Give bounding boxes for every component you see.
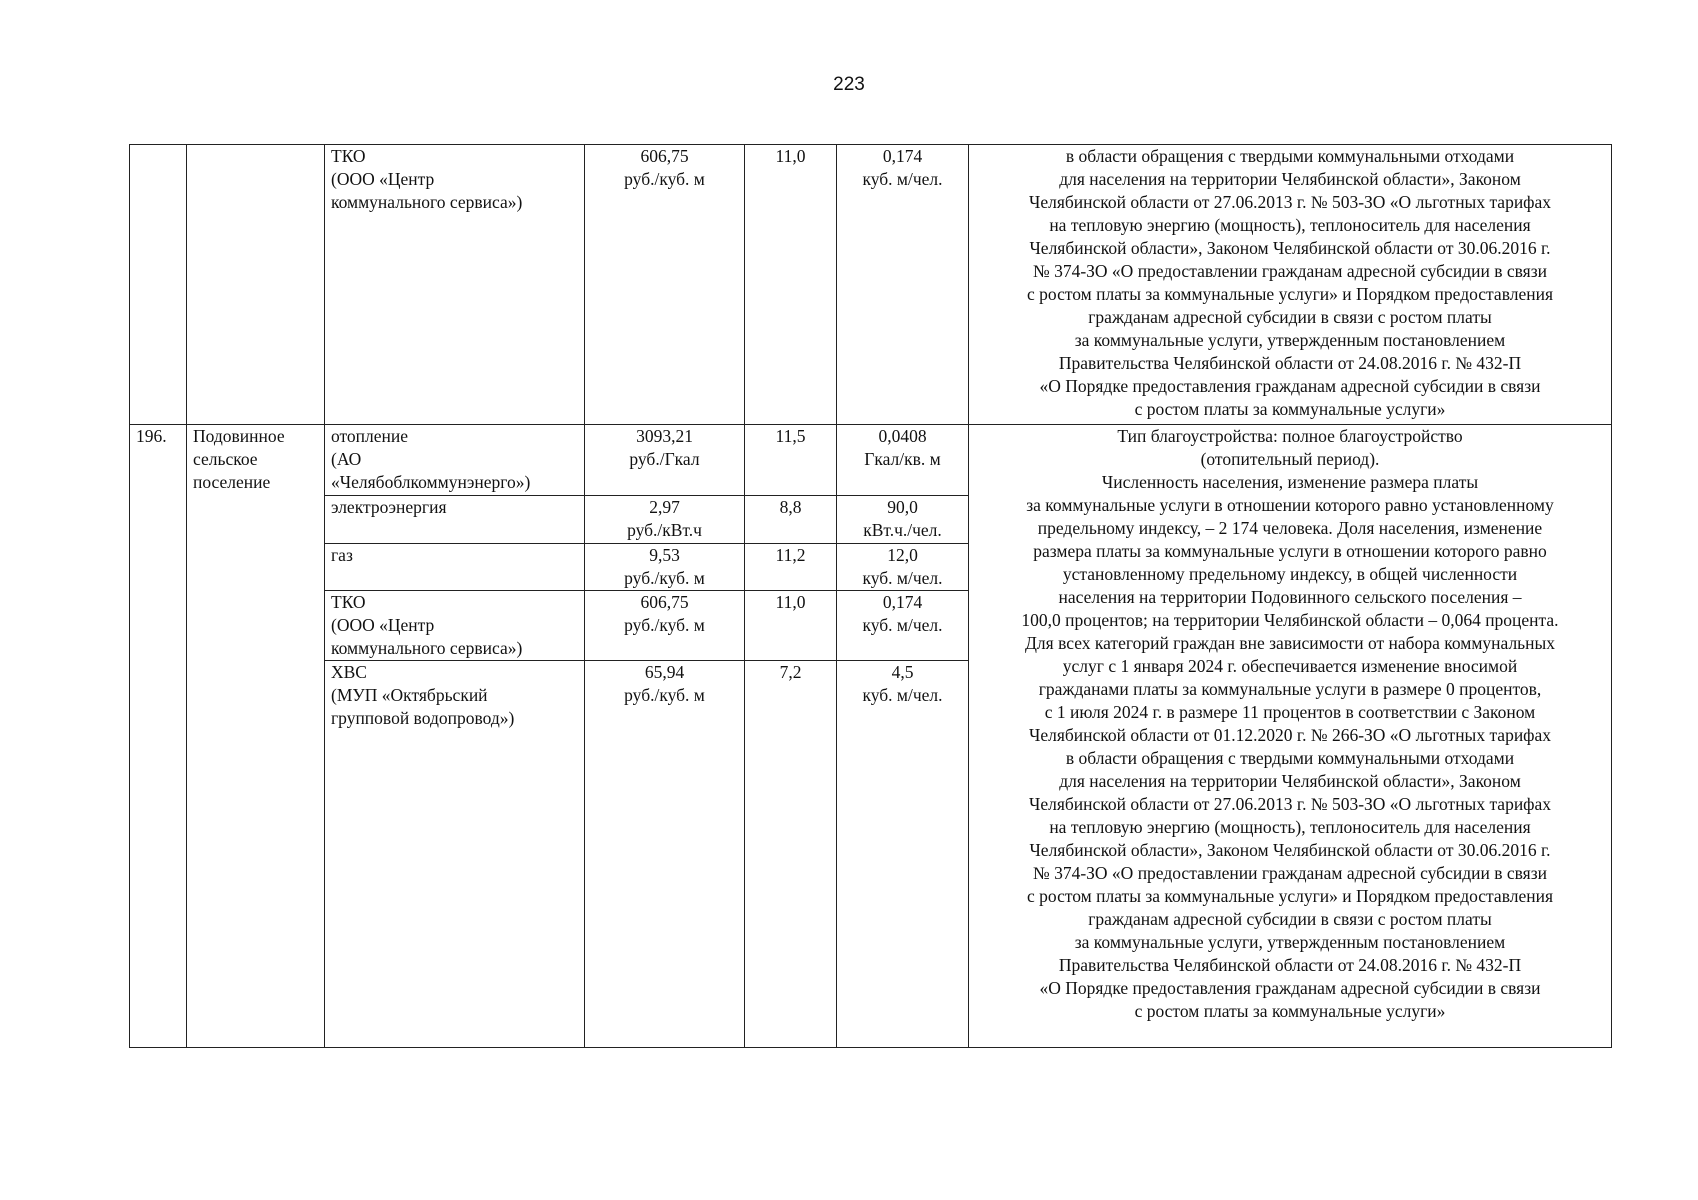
norm-value: 4,5 <box>891 662 914 682</box>
tariff-value: 65,94 <box>644 662 685 682</box>
note-line: размера платы за коммунальные услуги в отношении которого равно <box>1033 541 1547 561</box>
service-name-line: (АО <box>331 449 362 469</box>
norm-cell <box>837 591 969 661</box>
note-line: для населения на территории Челябинской области», Законом <box>1059 169 1521 189</box>
note-line: Челябинской области от 01.12.2020 г. № 266-ЗО «О льготных тарифах <box>1028 725 1552 745</box>
row-number-cell: 196. <box>130 425 187 1048</box>
norm-value: 12,0 <box>887 545 918 565</box>
note-line: населения на территории Подовинного сельского поселения – <box>1058 587 1522 607</box>
index-cell: 11,0 <box>745 591 837 661</box>
service-cell <box>325 496 585 544</box>
service-name-line: ХВС <box>331 662 367 682</box>
note-line: «О Порядке предоставления гражданам адресной субсидии в связи <box>1039 978 1541 998</box>
note-line: на тепловую энергию (мощность), теплоноситель для населения <box>1049 215 1531 235</box>
service-name-line: ТКО <box>331 146 366 166</box>
tariff-unit: руб./Гкал <box>629 449 700 469</box>
note-line: «О Порядке предоставления гражданам адресной субсидии в связи <box>1039 376 1541 396</box>
service-name-line: ТКО <box>331 592 366 612</box>
note-line: предельному индексу, – 2 174 человека. Доля населения, изменение <box>1037 518 1543 538</box>
norm-cell <box>837 145 969 425</box>
note-line: с ростом платы за коммунальные услуги» <box>1134 1001 1446 1021</box>
note-line: на тепловую энергию (мощность), теплоноситель для населения <box>1049 817 1531 837</box>
service-name-line: отопление <box>331 426 409 446</box>
index-cell: 8,8 <box>745 496 837 544</box>
note-line: Правительства Челябинской области от 24.08.2016 г. № 432-П <box>1058 353 1522 373</box>
note-line: гражданами платы за коммунальные услуги в размере 0 процентов, <box>1038 679 1542 699</box>
norm-unit: куб. м/чел. <box>862 568 943 588</box>
tariff-cell <box>585 425 745 496</box>
norm-unit: куб. м/чел. <box>862 685 943 705</box>
note-line: Для всех категорий граждан вне зависимости от набора коммунальных <box>1024 633 1556 653</box>
table-row <box>130 145 1612 425</box>
note-line: 100,0 процентов; на территории Челябинской области – 0,064 процента. <box>1021 610 1559 630</box>
municipality-cell <box>187 425 325 1048</box>
note-line: Челябинской области от 27.06.2013 г. № 503-ЗО «О льготных тарифах <box>1028 192 1552 212</box>
norm-cell <box>837 496 969 544</box>
note-line: в области обращения с твердыми коммунальными отходами <box>1065 146 1515 166</box>
index-cell: 7,2 <box>745 661 837 1048</box>
note-line: Челябинской области от 27.06.2013 г. № 503-ЗО «О льготных тарифах <box>1028 794 1552 814</box>
service-name-line: (МУП «Октябрьский <box>331 685 488 705</box>
service-cell <box>325 591 585 661</box>
service-name-line: (ООО «Центр <box>331 169 435 189</box>
tariff-cell <box>585 496 745 544</box>
tariff-value: 2,97 <box>649 497 680 517</box>
norm-unit: кВт.ч./чел. <box>863 520 942 540</box>
note-line: за коммунальные услуги в отношении которого равно установленному <box>1026 495 1554 515</box>
norm-value: 0,0408 <box>878 426 927 446</box>
note-cell <box>969 145 1612 425</box>
note-line: с 1 июля 2024 г. в размере 11 процентов в соответствии с Законом <box>1044 702 1536 722</box>
note-line: Челябинской области», Законом Челябинской области от 30.06.2016 г. <box>1029 238 1551 258</box>
norm-unit: куб. м/чел. <box>862 169 943 189</box>
note-line: гражданам адресной субсидии в связи с ростом платы <box>1088 307 1492 327</box>
note-line: с ростом платы за коммунальные услуги» <box>1134 399 1446 419</box>
service-name-line: электроэнергия <box>331 497 447 517</box>
note-line: установленному предельному индексу, в общей численности <box>1062 564 1518 584</box>
service-name-line: (ООО «Центр <box>331 615 435 635</box>
tariff-cell <box>585 591 745 661</box>
tariff-unit: руб./куб. м <box>624 169 705 189</box>
municipality-line: Подовинное <box>193 426 285 446</box>
norm-value: 90,0 <box>887 497 918 517</box>
tariff-unit: руб./куб. м <box>624 615 705 635</box>
service-cell <box>325 661 585 1048</box>
service-name-line: «Челябоблкоммунэнерго») <box>331 472 531 492</box>
note-line: гражданам адресной субсидии в связи с ростом платы <box>1088 909 1492 929</box>
note-line: Тип благоустройства: полное благоустройство <box>1117 426 1463 446</box>
tariff-cell <box>585 544 745 591</box>
norm-unit: куб. м/чел. <box>862 615 943 635</box>
service-name-line: групповой водопровод») <box>331 708 515 728</box>
note-line: № 374-ЗО «О предоставлении гражданам адресной субсидии в связи <box>1033 261 1547 281</box>
tariff-value: 606,75 <box>640 146 689 166</box>
note-line: за коммунальные услуги, утвержденным постановлением <box>1074 330 1506 350</box>
municipality-cell <box>187 145 325 425</box>
row-number-cell <box>130 145 187 425</box>
note-line: Челябинской области», Законом Челябинской области от 30.06.2016 г. <box>1029 840 1551 860</box>
note-line: для населения на территории Челябинской области», Законом <box>1059 771 1521 791</box>
norm-unit: Гкал/кв. м <box>864 449 941 469</box>
note-line: Численность населения, изменение размера платы <box>1101 472 1479 492</box>
norm-value: 0,174 <box>882 146 923 166</box>
municipality-line: сельское <box>193 449 258 469</box>
page-number: 223 <box>833 74 865 95</box>
municipality-line: поселение <box>193 472 271 492</box>
note-line: № 374-ЗО «О предоставлении гражданам адресной субсидии в связи <box>1033 863 1547 883</box>
note-cell <box>969 425 1612 1048</box>
service-cell <box>325 145 585 425</box>
tariff-unit: руб./кВт.ч <box>627 520 702 540</box>
note-line: Правительства Челябинской области от 24.08.2016 г. № 432-П <box>1058 955 1522 975</box>
table-row <box>130 425 1612 496</box>
tariff-cell <box>585 145 745 425</box>
note-line: в области обращения с твердыми коммунальными отходами <box>1065 748 1515 768</box>
index-cell: 11,2 <box>745 544 837 591</box>
tariff-value: 606,75 <box>640 592 689 612</box>
tariff-value: 3093,21 <box>636 426 693 446</box>
tariff-table <box>129 144 1612 1048</box>
index-cell: 11,5 <box>745 425 837 496</box>
service-name-line: коммунального сервиса») <box>331 638 523 658</box>
service-cell <box>325 544 585 591</box>
note-line: с ростом платы за коммунальные услуги» и Порядком предоставления <box>1027 284 1553 304</box>
note-line: (отопительный период). <box>1200 449 1380 469</box>
tariff-value: 9,53 <box>649 545 680 565</box>
norm-cell <box>837 425 969 496</box>
norm-cell <box>837 661 969 1048</box>
tariff-cell <box>585 661 745 1048</box>
norm-cell <box>837 544 969 591</box>
note-line: за коммунальные услуги, утвержденным постановлением <box>1074 932 1506 952</box>
note-line: с ростом платы за коммунальные услуги» и Порядком предоставления <box>1027 886 1553 906</box>
index-cell: 11,0 <box>745 145 837 425</box>
service-name-line: коммунального сервиса») <box>331 192 523 212</box>
norm-value: 0,174 <box>882 592 923 612</box>
service-name-line: газ <box>331 545 353 565</box>
service-cell <box>325 425 585 496</box>
tariff-unit: руб./куб. м <box>624 685 705 705</box>
note-line: услуг с 1 января 2024 г. обеспечивается изменение вносимой <box>1062 656 1518 676</box>
tariff-unit: руб./куб. м <box>624 568 705 588</box>
